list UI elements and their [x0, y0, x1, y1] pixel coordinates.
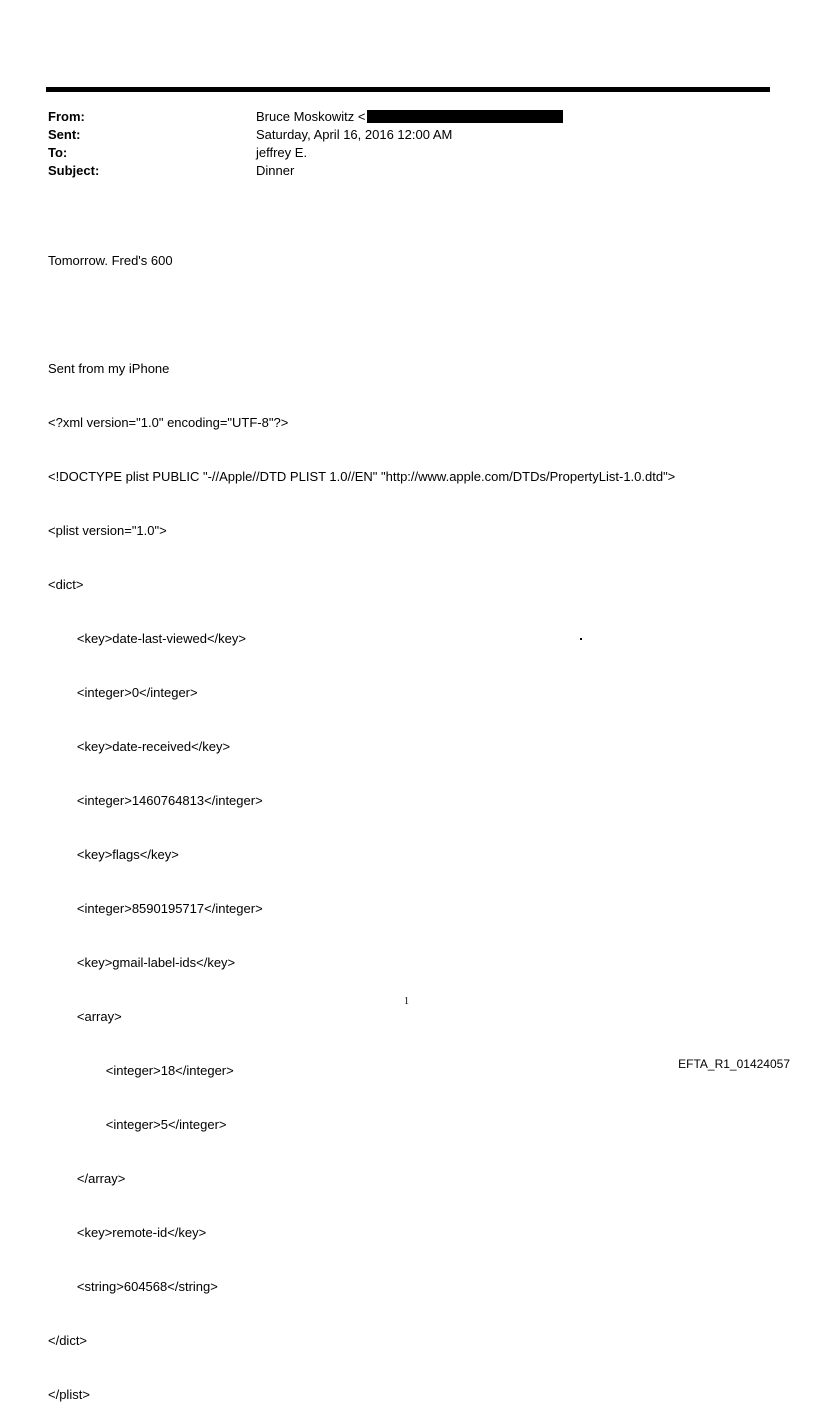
from-label: From:: [48, 109, 85, 124]
email-header: [48, 108, 748, 180]
page-number: 1: [404, 996, 409, 1007]
plist-line: <key>date-last-viewed</key>: [48, 631, 246, 646]
to-row: [48, 144, 748, 162]
subject-value: Dinner: [256, 163, 295, 178]
stray-mark: [580, 638, 582, 640]
plist-line: <plist version="1.0">: [48, 523, 167, 538]
sent-value: Saturday, April 16, 2016 12:00 AM: [256, 127, 453, 142]
plist-line: <integer>0</integer>: [48, 685, 198, 700]
plist-line: <array>: [48, 1009, 122, 1024]
subject-label: Subject:: [48, 163, 100, 178]
email-body: [48, 216, 675, 1422]
plist-line: <key>remote-id</key>: [48, 1225, 207, 1240]
plist-line: </array>: [48, 1171, 126, 1186]
plist-line: <key>gmail-label-ids</key>: [48, 955, 236, 970]
plist-line: <string>604568</string>: [48, 1279, 218, 1294]
plist-line: <dict>: [48, 577, 84, 592]
subject-row: [48, 162, 748, 180]
plist-line: <integer>18</integer>: [48, 1063, 234, 1078]
plist-line: <integer>5</integer>: [48, 1117, 227, 1132]
plist-line: <key>date-received</key>: [48, 739, 231, 754]
signature-text: Sent from my iPhone: [48, 361, 170, 376]
plist-line: <!DOCTYPE plist PUBLIC "-//Apple//DTD PLIST 1.0//EN" "http://www.apple.com/DTDs/PropertyList-1.0.dtd">: [48, 469, 676, 484]
plist-line: </plist>: [48, 1387, 90, 1402]
document-id: EFTA_R1_01424057: [678, 1057, 790, 1071]
header-divider: [46, 87, 770, 92]
plist-line: <key>flags</key>: [48, 847, 179, 862]
plist-line: <integer>1460764813</integer>: [48, 793, 263, 808]
from-sender: Bruce Moskowitz <: [256, 109, 366, 124]
redaction-bar: [367, 110, 563, 123]
to-label: To:: [48, 145, 68, 160]
from-row: [48, 108, 748, 126]
plist-line: <?xml version="1.0" encoding="UTF-8"?>: [48, 415, 289, 430]
sent-label: Sent:: [48, 127, 81, 142]
plist-line: </dict>: [48, 1333, 88, 1348]
to-value: jeffrey E.: [256, 145, 308, 160]
plist-line: <integer>8590195717</integer>: [48, 901, 263, 916]
message-text: Tomorrow. Fred's 600: [48, 253, 173, 268]
from-value: [256, 108, 563, 126]
sent-row: [48, 126, 748, 144]
